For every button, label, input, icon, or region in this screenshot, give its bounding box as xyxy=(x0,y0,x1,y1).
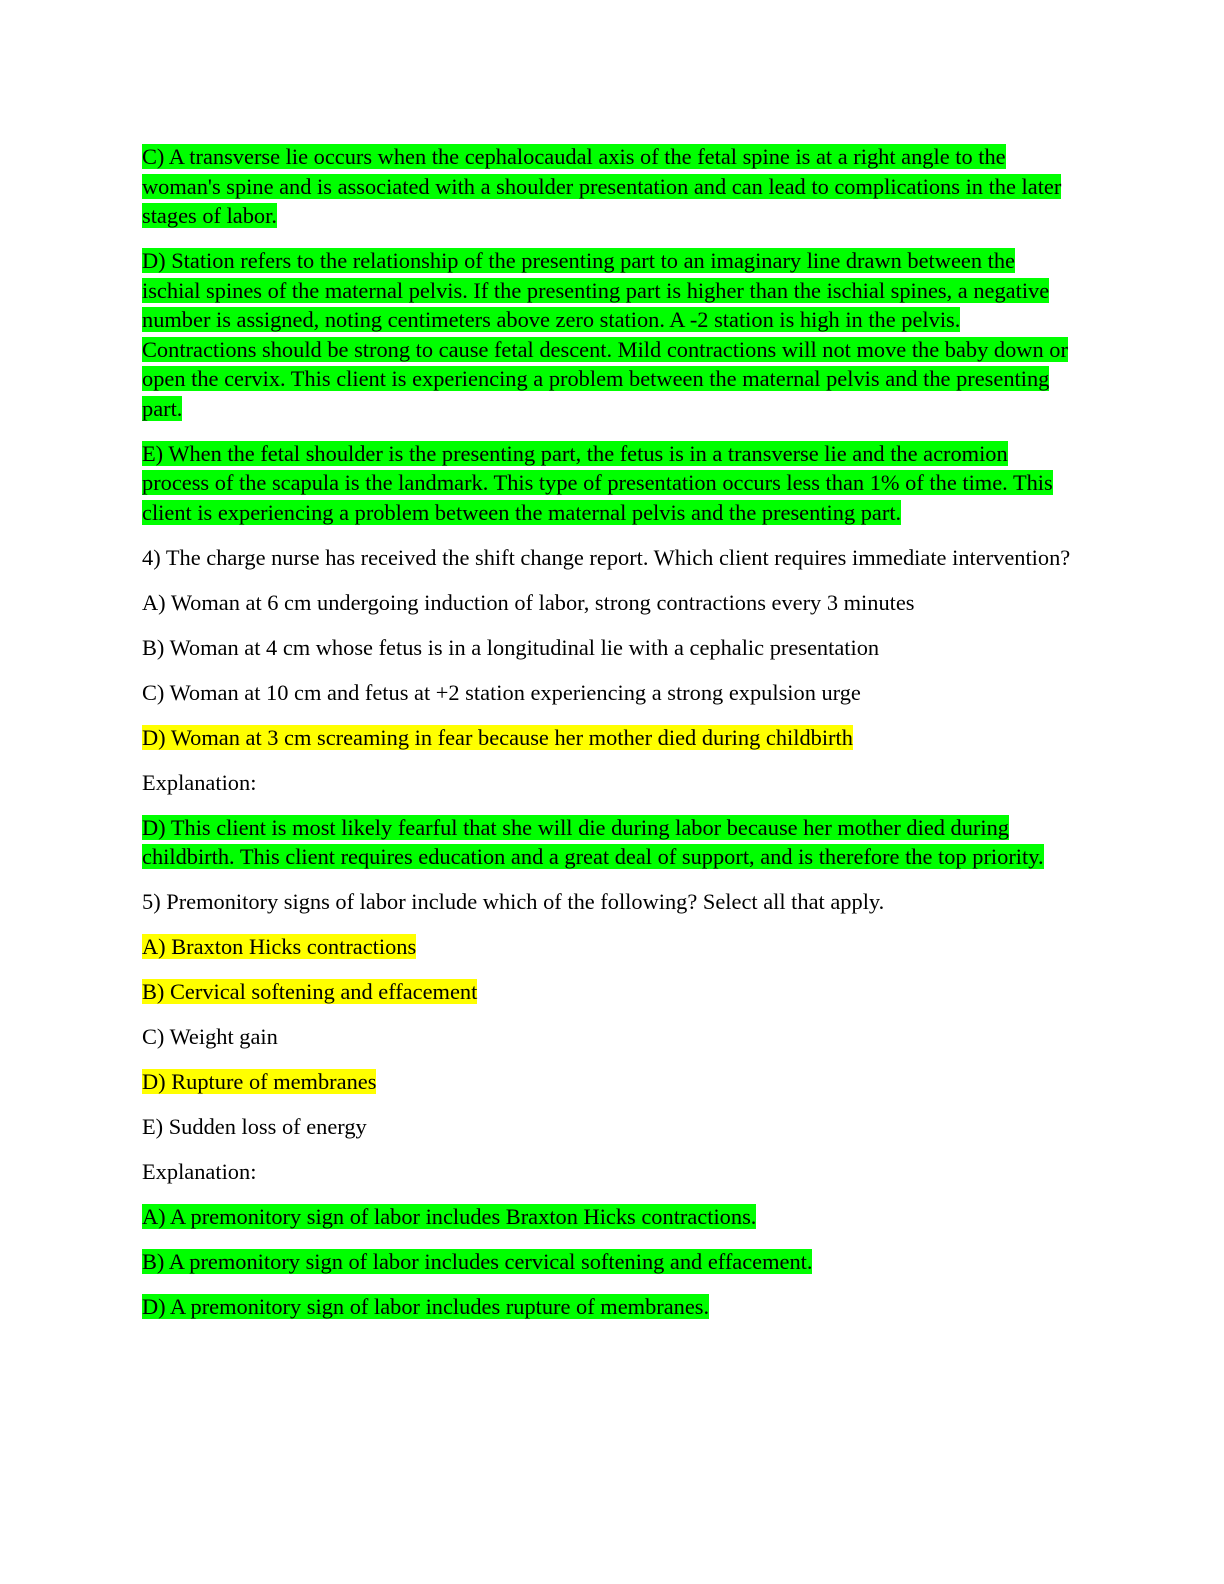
q4-option-b xyxy=(142,633,1077,663)
q4-question xyxy=(142,543,1077,573)
q5-explanation-d xyxy=(142,1292,1077,1322)
q4-explanation-text: D) This client is most likely fearful that she will die during labor because her mother died during childbirth. This client requires education and a great deal of support, and is therefore the top priority. xyxy=(142,814,1044,869)
q4-option-b-text: B) Woman at 4 cm whose fetus is in a longitudinal lie with a cephalic presentation xyxy=(142,634,880,660)
q4-explanation-label xyxy=(142,768,1077,798)
q3-explanation-d xyxy=(142,246,1077,423)
document-page xyxy=(142,142,1077,1337)
q4-option-a-text: A) Woman at 6 cm undergoing induction of labor, strong contractions every 3 minutes xyxy=(142,589,915,615)
q5-option-b xyxy=(142,977,1077,1007)
q5-option-e xyxy=(142,1112,1077,1142)
q4-explanation-label-text: Explanation: xyxy=(142,769,257,795)
q3-explanation-c xyxy=(142,142,1077,231)
q5-option-e-text: E) Sudden loss of energy xyxy=(142,1114,367,1139)
q5-option-c-text: C) Weight gain xyxy=(142,1024,278,1049)
q4-option-c-text: C) Woman at 10 cm and fetus at +2 station experiencing a strong expulsion urge xyxy=(142,679,861,705)
q5-question xyxy=(142,887,1077,917)
q5-explanation-a xyxy=(142,1202,1077,1232)
q5-option-d-text: D) Rupture of membranes xyxy=(142,1069,377,1094)
q3-explanation-e-text: E) When the fetal shoulder is the presenting part, the fetus is in a transverse lie and the acromion process of the scapula is the landmark. This type of presentation occurs less than 1% of the time. This client is experiencing a problem between the maternal pelvis and the presenting part. xyxy=(142,440,1053,525)
q4-question-text: 4) The charge nurse has received the shift change report. Which client requires immediate intervention? xyxy=(142,544,1071,570)
q5-option-c xyxy=(142,1022,1077,1052)
q4-option-c xyxy=(142,678,1077,708)
q3-explanation-c-text: C) A transverse lie occurs when the cephalocaudal axis of the fetal spine is at a right angle to the woman's spine and is associated with a shoulder presentation and can lead to complications in the later stages of labor. xyxy=(142,144,1062,228)
q5-option-a xyxy=(142,932,1077,962)
q3-explanation-e xyxy=(142,439,1077,528)
q5-question-text: 5) Premonitory signs of labor include which of the following? Select all that apply. xyxy=(142,889,885,914)
q3-explanation-d-text: D) Station refers to the relationship of the presenting part to an imaginary line drawn between the ischial spines of the maternal pelvis. If the presenting part is higher than the ischial spines, a negative number is assigned, noting centimeters above zero station. A -2 station is high in the pelvis. Contractions should be strong to cause fetal descent. Mild contractions will not move the baby down or open the cervix. This client is experiencing a problem between the maternal pelvis and the presenting part. xyxy=(142,248,1068,421)
q5-explanation-label-text: Explanation: xyxy=(142,1159,257,1184)
q5-option-b-text: B) Cervical softening and effacement xyxy=(142,979,478,1004)
q5-explanation-d-text: D) A premonitory sign of labor includes rupture of membranes. xyxy=(142,1294,710,1319)
q4-option-d xyxy=(142,723,1077,753)
q5-option-d xyxy=(142,1067,1077,1097)
q5-option-a-text: A) Braxton Hicks contractions xyxy=(142,934,417,959)
q5-explanation-label xyxy=(142,1157,1077,1187)
q5-explanation-a-text: A) A premonitory sign of labor includes Braxton Hicks contractions. xyxy=(142,1204,757,1229)
q4-explanation xyxy=(142,813,1077,872)
q5-explanation-b xyxy=(142,1247,1077,1277)
q5-explanation-b-text: B) A premonitory sign of labor includes cervical softening and effacement. xyxy=(142,1249,813,1274)
q4-option-d-text: D) Woman at 3 cm screaming in fear because her mother died during childbirth xyxy=(142,724,853,750)
q4-option-a xyxy=(142,588,1077,618)
